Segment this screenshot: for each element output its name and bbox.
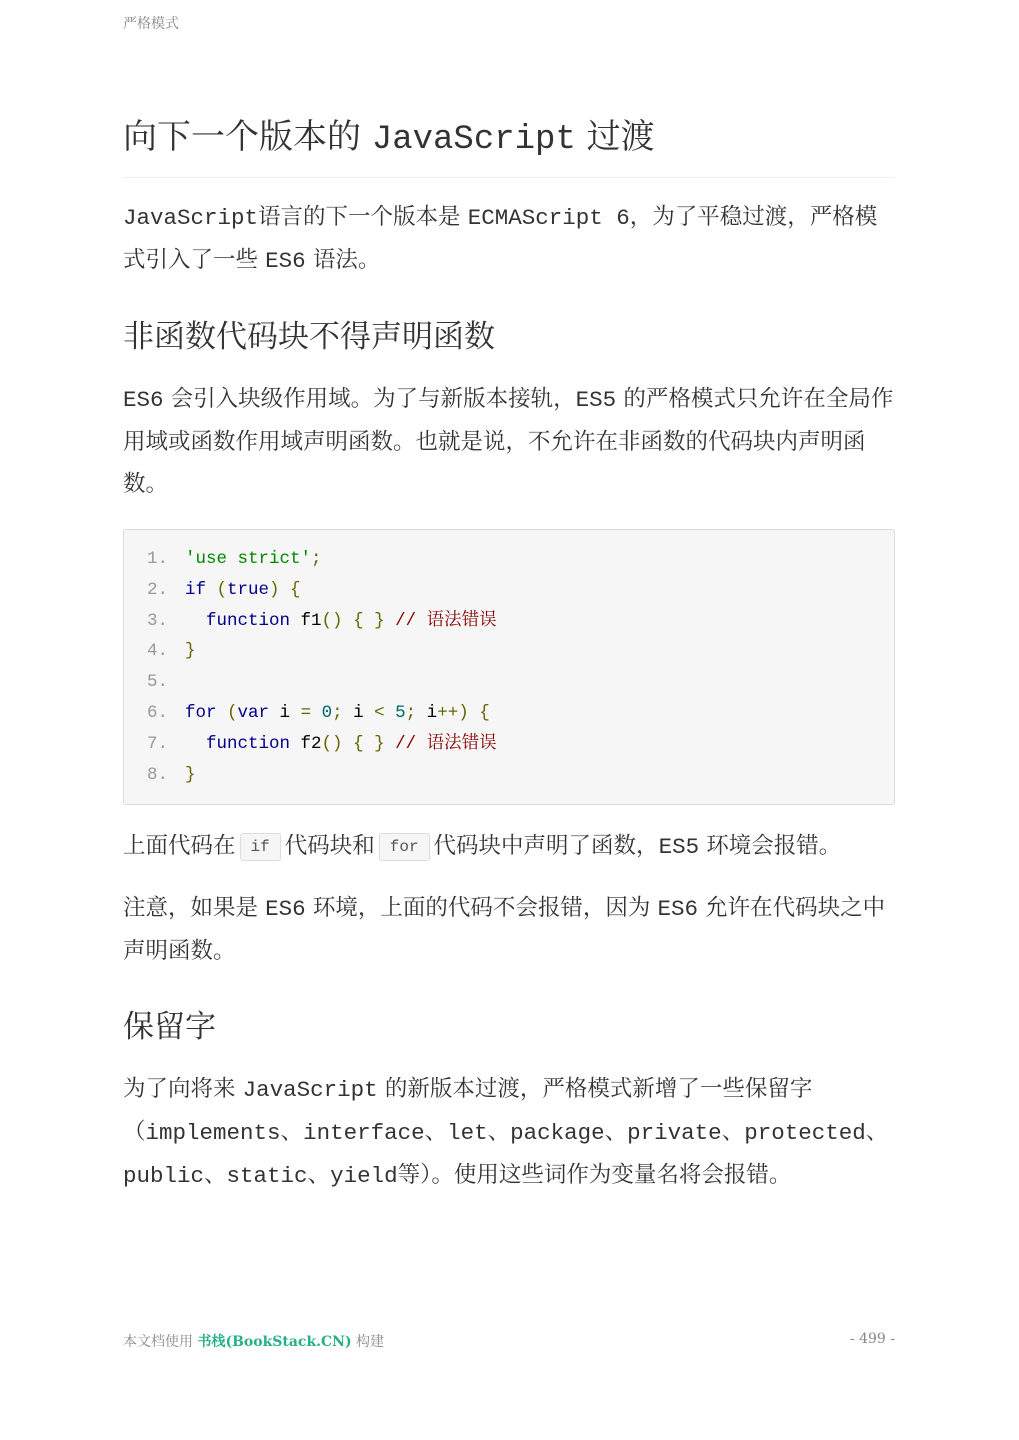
line-number: 1.: [146, 549, 168, 569]
subsection-title-reserved-words: 保留字: [123, 1009, 216, 1046]
text-run: JavaScript: [242, 1077, 378, 1104]
text-run: 、: [307, 1162, 331, 1189]
code-token: ) {: [269, 579, 301, 600]
code-token: i: [342, 702, 375, 723]
code-token: i: [269, 702, 301, 723]
intro-paragraph: [123, 196, 895, 282]
code-token: true: [227, 579, 270, 600]
footer-prefix: 本文档使用: [123, 1334, 198, 1350]
code-token: }: [185, 764, 196, 785]
text-run: 、: [865, 1119, 889, 1146]
code-token: function: [206, 733, 291, 754]
code-token: (: [216, 702, 238, 723]
text-run: 、: [487, 1119, 511, 1146]
code-block: [123, 529, 895, 805]
inline-code-if: if: [240, 833, 281, 861]
code-token: 5: [384, 702, 406, 723]
text-run: 为了向将来: [123, 1076, 243, 1103]
line-number: 6.: [146, 702, 168, 723]
text-run: 、: [280, 1119, 304, 1146]
code-line: [124, 729, 894, 760]
code-line: [124, 698, 894, 729]
code-token: ;: [311, 549, 322, 569]
footer-suffix: 构建: [351, 1334, 385, 1350]
inline-code-for: for: [379, 833, 430, 861]
text-run: ES6: [265, 896, 306, 923]
text-run: ，为了平稳过渡，严格模式引入了一些: [123, 204, 878, 273]
code-token: i: [416, 702, 438, 723]
keyword-run: interface: [303, 1120, 425, 1147]
section-title-text-c: 过渡: [575, 117, 655, 157]
text-run: 代码块和: [284, 833, 375, 860]
code-token: for: [185, 702, 217, 723]
line-number: 3.: [146, 610, 168, 631]
code-token: ++: [437, 702, 459, 723]
code-token: ) {: [458, 702, 490, 723]
text-run: 、: [604, 1119, 628, 1146]
code-line: [124, 636, 894, 667]
text-run: 环境，上面的代码不会报错，因为: [305, 895, 658, 922]
code-line: [124, 575, 894, 606]
text-run: 上面代码在: [123, 833, 236, 860]
text-run: JavaScript: [123, 205, 259, 231]
code-token: <: [374, 702, 385, 723]
keyword-run: package: [510, 1120, 605, 1147]
line-number: 4.: [146, 641, 168, 662]
reserved-words-paragraph: [123, 1068, 895, 1197]
keyword-run: public: [123, 1163, 205, 1190]
footer-credit: [123, 1331, 384, 1351]
keyword-run: yield: [330, 1163, 398, 1190]
line-number: 2.: [146, 579, 168, 600]
text-run: ES5: [658, 834, 700, 861]
code-token: }: [185, 641, 196, 662]
code-token: { }: [342, 610, 385, 631]
keyword-run: private: [627, 1120, 722, 1147]
code-token: ;: [405, 702, 417, 723]
code-line: [124, 760, 894, 791]
text-run: 语言的下一个版本是: [258, 204, 468, 230]
text-run: 、: [721, 1119, 745, 1146]
code-token: if: [185, 579, 207, 600]
functions-paragraph: [123, 378, 895, 505]
code-token: f2: [290, 733, 322, 754]
code-comment: // 语法错误: [384, 610, 497, 631]
code-token: =: [300, 702, 312, 723]
text-run: 、: [424, 1119, 448, 1146]
text-run: 代码块中声明了函数，: [433, 833, 659, 860]
page-content: [123, 112, 895, 1197]
code-token: (: [206, 579, 228, 600]
subsection-title-functions: 非函数代码块不得声明函数: [123, 319, 495, 355]
section-title-code: JavaScript: [371, 121, 576, 159]
code-line: [124, 667, 894, 698]
code-token: 0: [311, 702, 333, 723]
text-run: 的新版本过渡，严格模式新增了一些保留字（: [123, 1076, 813, 1146]
code-token: { }: [342, 733, 385, 754]
page-number: - 499 -: [849, 1331, 895, 1347]
text-run: ES6: [265, 248, 306, 274]
code-token: ;: [332, 702, 343, 723]
keyword-run: protected: [744, 1120, 866, 1147]
keyword-run: let: [447, 1120, 488, 1147]
code-comment: // 语法错误: [384, 733, 497, 754]
code-token: (): [321, 733, 343, 754]
code-token: var: [237, 702, 270, 723]
text-run: ES6: [123, 387, 164, 413]
line-number: 8.: [146, 764, 168, 785]
keyword-run: implements: [145, 1120, 281, 1147]
line-number: 7.: [146, 733, 168, 754]
line-number: 5.: [146, 672, 168, 693]
after-code-paragraph: [123, 825, 895, 868]
text-run: 允许在代码块之中声明函数。: [123, 895, 886, 965]
text-run: ES6: [657, 896, 698, 923]
code-line: [124, 544, 894, 575]
footer-brand-link[interactable]: 书栈(BookStack.CN): [197, 1334, 352, 1350]
code-token: [185, 734, 206, 754]
text-run: 会引入块级作用域。为了与新版本接轨，: [163, 386, 576, 412]
code-line: [124, 606, 894, 637]
section-title-text-a: 向下一个版本的: [123, 117, 372, 157]
code-token: function: [206, 610, 291, 631]
code-token: (): [321, 610, 343, 631]
code-token: f1: [290, 610, 322, 631]
text-run: ECMAScript 6: [467, 205, 630, 231]
keyword-run: static: [226, 1163, 308, 1190]
code-token: 'use strict': [185, 549, 312, 569]
text-run: 语法。: [305, 247, 381, 273]
running-header: 严格模式: [123, 16, 179, 32]
text-run: ES5: [575, 387, 617, 413]
code-token: [185, 611, 206, 631]
text-run: 注意，如果是: [123, 895, 266, 922]
note-paragraph: [123, 887, 895, 972]
text-run: 的严格模式只允许在全局作用域或函数作用域声明函数。也就是说，不允许在非函数的代码块内声明函数。: [123, 386, 894, 497]
text-run: 环境会报错。: [699, 833, 842, 860]
text-run: 、: [204, 1162, 227, 1189]
text-run: 等）。使用这些词作为变量名将会报错。: [397, 1162, 792, 1189]
section-title: [123, 112, 895, 178]
